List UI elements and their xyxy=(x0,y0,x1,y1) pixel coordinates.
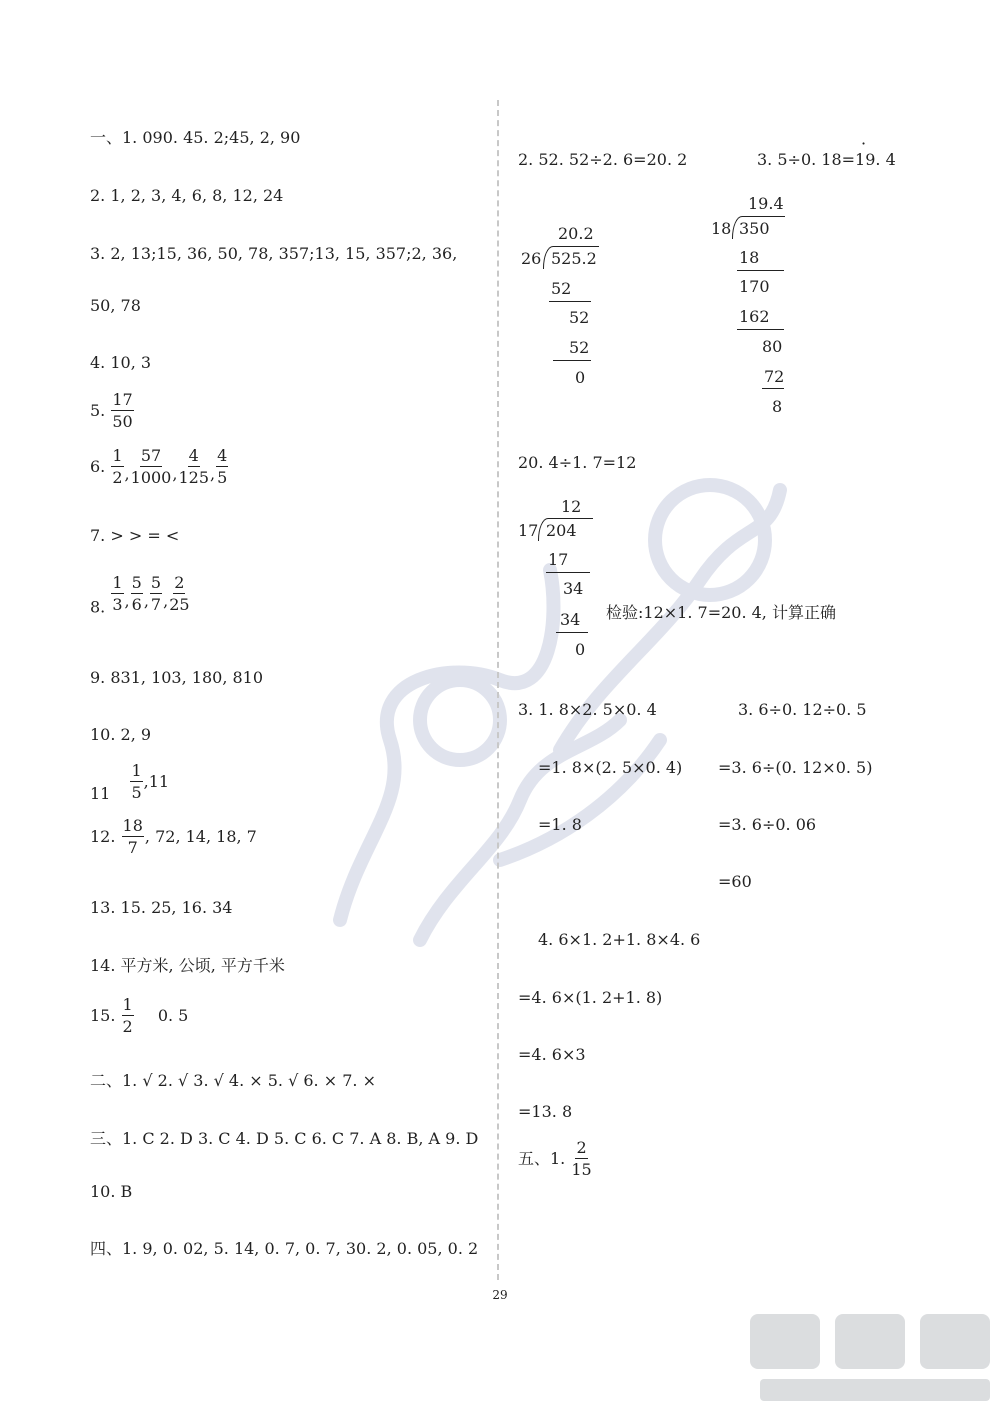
answer-section-3-line1: 三、1. C 2. D 3. C 4. D 5. C 6. C 7. A 8. B, A 9. D xyxy=(90,1129,479,1148)
corner-logo-graphic xyxy=(740,1304,1000,1414)
answer-calc-3e: =1. 8 xyxy=(538,815,582,834)
answer-q7: 7. > > = < xyxy=(90,526,180,545)
answer-q2: 2. 1, 2, 3, 4, 6, 8, 12, 24 xyxy=(90,186,284,205)
answer-calc-2b: 3. 5÷0. 18=19. 4 xyxy=(757,150,896,169)
answer-calc-204: 20. 4÷1. 7=12 xyxy=(518,453,637,472)
answer-section-2: 二、1. √ 2. √ 3. √ 4. × 5. √ 6. × 7. × xyxy=(90,1071,376,1090)
fraction: $\frac{57}{1000}$ xyxy=(130,446,172,487)
answer-q6: 6. $\frac{1}{2}$ , $\frac{57}{1000}$ , $\frac{4}{125}$ , $\frac{4}{5}$ xyxy=(90,446,228,487)
answer-q11: 11 $\frac{1}{5}$ ,11 xyxy=(90,761,170,803)
answer-q9: 9. 831, 103, 180, 810 xyxy=(90,668,264,687)
page-number: 29 xyxy=(492,1288,508,1302)
answer-section-3-line2: 10. B xyxy=(90,1182,133,1201)
column-divider xyxy=(497,100,499,1280)
answer-calc-4a: 4. 6×1. 2+1. 8×4. 6 xyxy=(538,930,701,949)
answer-q13: 13. 15. 25, 16. 34 xyxy=(90,898,233,917)
answer-calc-4d: =13. 8 xyxy=(518,1102,573,1121)
answer-calc-4b: =4. 6×(1. 2+1. 8) xyxy=(518,988,663,1007)
answer-calc-3c: =1. 8×(2. 5×0. 4) xyxy=(538,758,683,777)
fraction: $\frac{1}{2}$ xyxy=(112,446,123,487)
answer-section-1-q1: 一、1. 090. 45. 2;45, 2, 90 xyxy=(90,128,301,147)
answer-calc-3a: 3. 1. 8×2. 5×0. 4 xyxy=(518,700,657,719)
answer-calc-4c: =4. 6×3 xyxy=(518,1045,586,1064)
answer-q5: 5. $\frac{17}{50}$ xyxy=(90,390,133,431)
fraction: $\frac{4}{125}$ xyxy=(178,446,209,487)
answer-q10: 10. 2, 9 xyxy=(90,725,152,744)
answer-q15: 15. $\frac{1}{2}$ 0. 5 xyxy=(90,995,189,1036)
fraction: $\frac{18}{7}$ xyxy=(122,816,143,857)
fraction: $\frac{4}{5}$ xyxy=(217,446,228,487)
answer-q12: 12. $\frac{18}{7}$ , 72, 14, 18, 7 xyxy=(90,816,257,857)
fraction: $\frac{2}{15}$ xyxy=(571,1138,592,1179)
fraction: $\frac{5}{7}$ xyxy=(150,573,162,614)
answer-calc-3g: =60 xyxy=(718,872,752,891)
fraction: $\frac{17}{50}$ xyxy=(112,390,133,431)
answer-q4: 4. 10, 3 xyxy=(90,353,152,372)
answer-calc-3b: 3. 6÷0. 12÷0. 5 xyxy=(738,700,867,719)
answer-check: 检验:12×1. 7=20. 4, 计算正确 xyxy=(606,603,836,622)
answer-calc-3f: =3. 6÷0. 06 xyxy=(718,815,817,834)
answer-q3-line1: 3. 2, 13;15, 36, 50, 78, 357;13, 15, 357;2, 36, xyxy=(90,244,458,263)
answer-q8: 8. $\frac{1}{3}$ , $\frac{5}{6}$ , $\frac{5}{7}$ , $\frac{2}{25}$ xyxy=(90,573,190,617)
fraction: $\frac{5}{6}$ xyxy=(131,573,142,614)
answer-q3-line2: 50, 78 xyxy=(90,296,141,315)
answer-section-4: 四、1. 9, 0. 02, 5. 14, 0. 7, 0. 7, 30. 2, 0. 05, 0. 2 xyxy=(90,1239,479,1258)
answer-calc-3d: =3. 6÷(0. 12×0. 5) xyxy=(718,758,873,777)
fraction: $\frac{1}{2}$ xyxy=(122,995,133,1036)
repeating-decimal-dot: · xyxy=(861,134,867,153)
fraction: $\frac{1}{5}$ xyxy=(131,761,142,802)
fraction: $\frac{2}{25}$ xyxy=(169,573,190,614)
answer-section-5: 五、1. $\frac{2}{15}$ xyxy=(518,1138,592,1179)
fraction: $\frac{1}{3}$ xyxy=(112,573,123,614)
answer-q14: 14. 平方米, 公顷, 平方千米 xyxy=(90,956,285,975)
answer-calc-2a: 2. 52. 52÷2. 6=20. 2 xyxy=(518,150,688,169)
